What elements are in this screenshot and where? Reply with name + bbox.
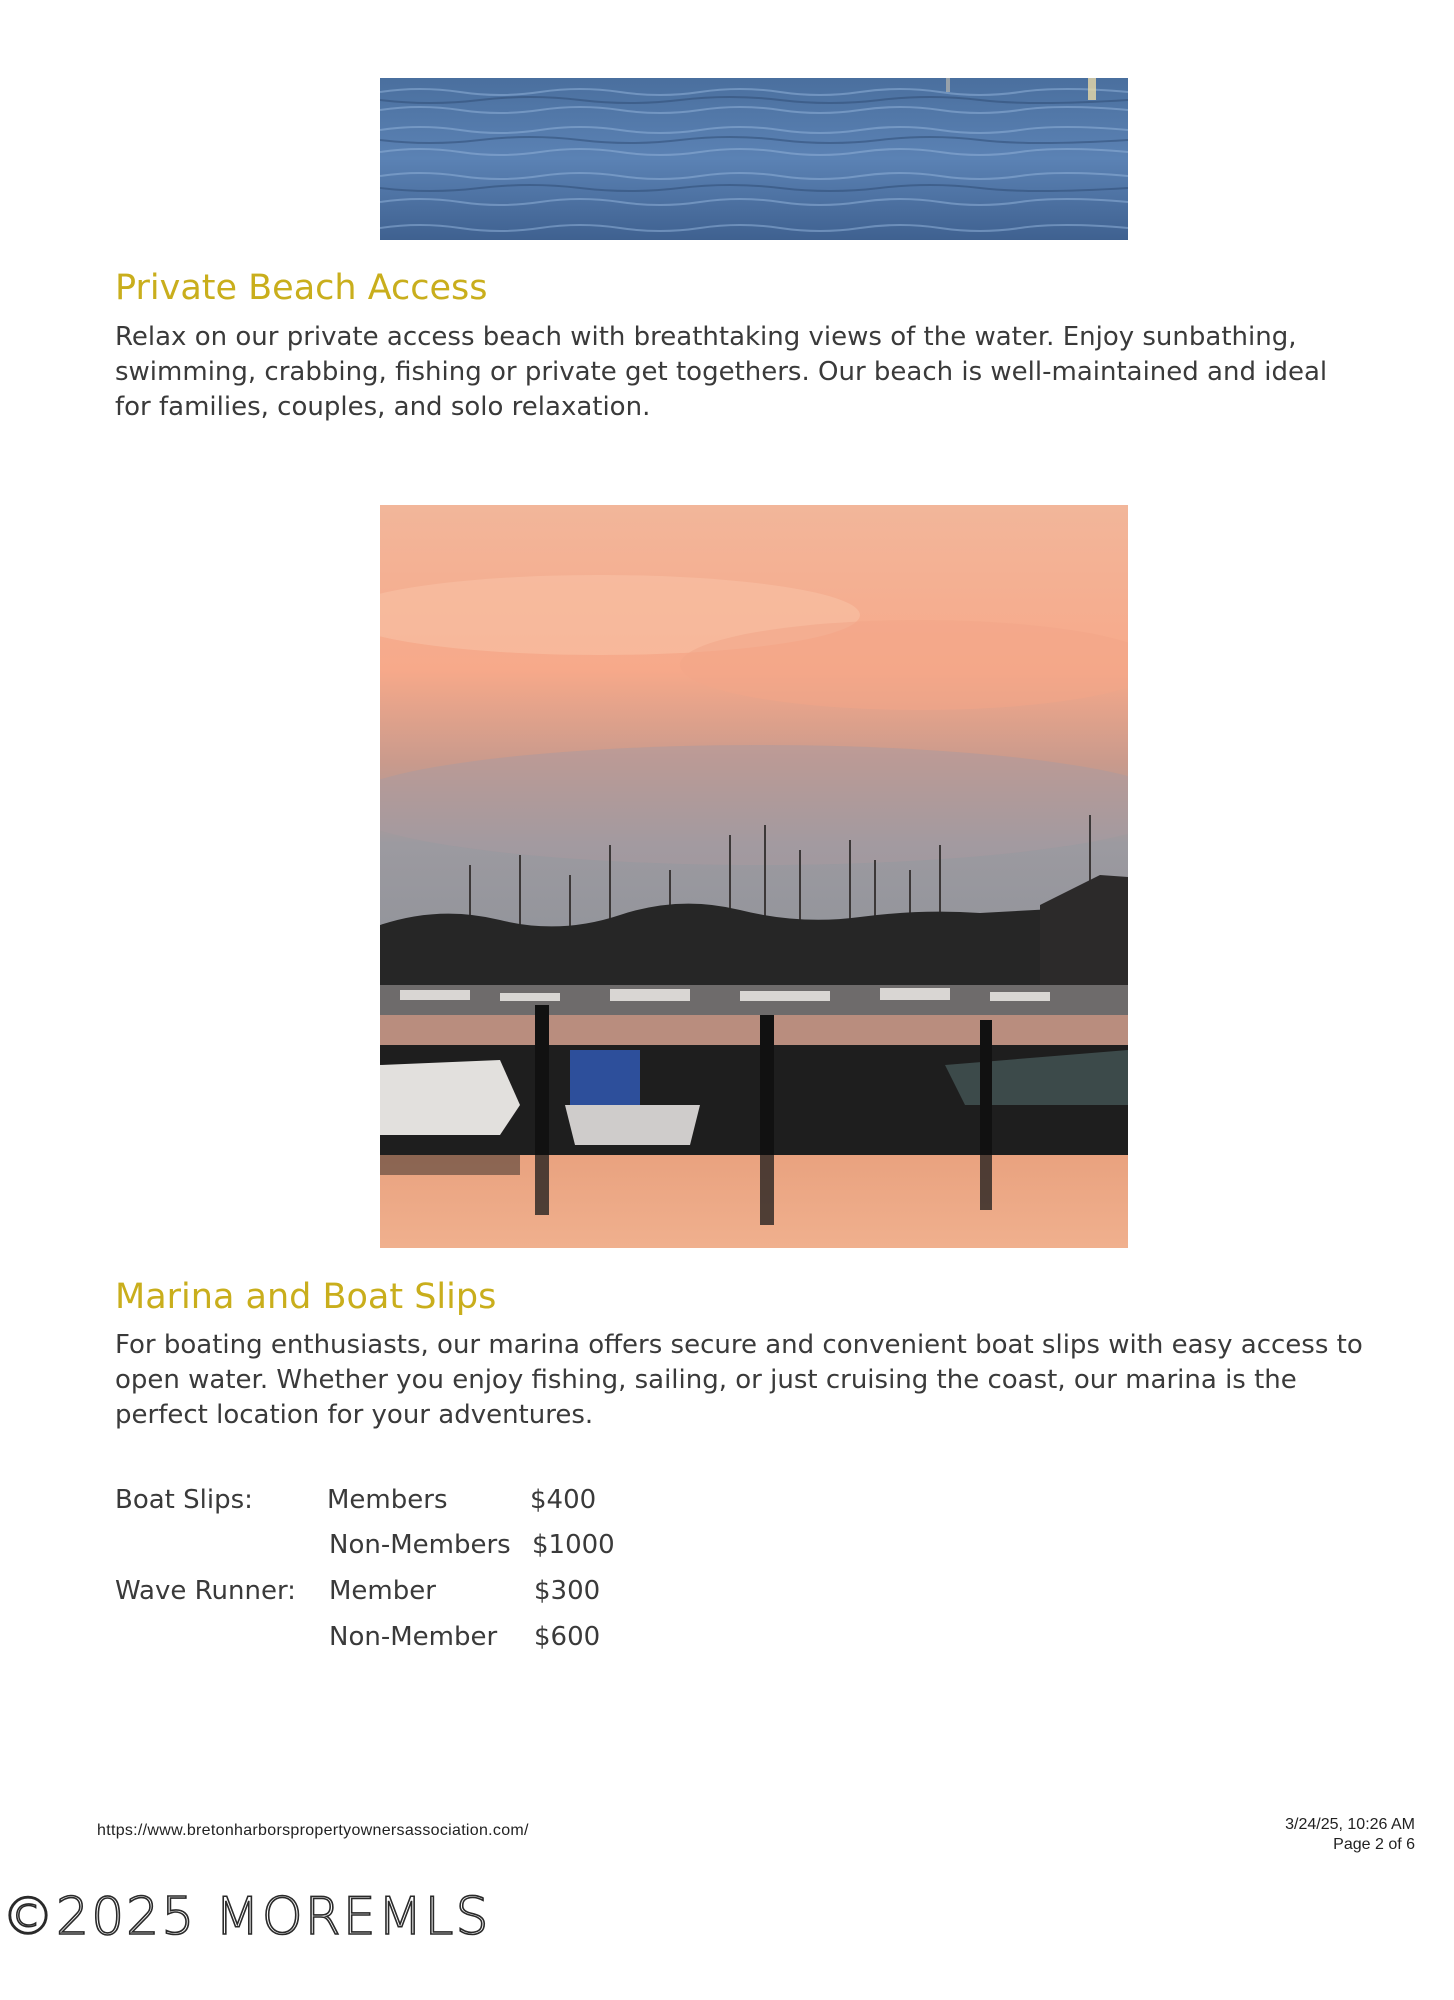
watermark: ©2025 MOREMLS <box>2 1887 491 1947</box>
footer-meta <box>1285 1815 1415 1855</box>
fee-price: $600 <box>534 1622 601 1652</box>
marina-sunset-photo <box>380 505 1128 1248</box>
footer-page-number: Page 2 of 6 <box>1333 1836 1415 1853</box>
fee-category: Wave Runner: <box>115 1576 296 1606</box>
marina-description: For boating enthusiasts, our marina offers secure and convenient boat slips with easy access to open water. Whether you enjoy fishing, sailing, or just cruising the coast, our marina is the perfect location for your adventures. <box>115 1330 1363 1430</box>
beach-heading: Private Beach Access <box>115 268 488 308</box>
beach-description: Relax on our private access beach with breathtaking views of the water. Enjoy sunbathing, swimming, crabbing, fishing or private get togethers. Our beach is well-maintained and ideal for families, couples, and solo relaxation. <box>115 322 1328 422</box>
fee-category: Boat Slips: <box>115 1485 253 1515</box>
fee-type: Members <box>327 1485 448 1515</box>
water-photo <box>380 78 1128 240</box>
fee-type: Non-Member <box>329 1622 498 1652</box>
fee-price: $400 <box>530 1485 597 1515</box>
footer-datetime: 3/24/25, 10:26 AM <box>1285 1816 1415 1833</box>
fee-type: Member <box>329 1576 436 1606</box>
footer-url: https://www.bretonharborspropertyownersassociation.com/ <box>97 1822 529 1839</box>
fee-price: $300 <box>534 1576 601 1606</box>
marina-heading: Marina and Boat Slips <box>115 1277 497 1317</box>
fee-price: $1000 <box>532 1530 615 1560</box>
fee-type: Non-Members <box>329 1530 511 1560</box>
